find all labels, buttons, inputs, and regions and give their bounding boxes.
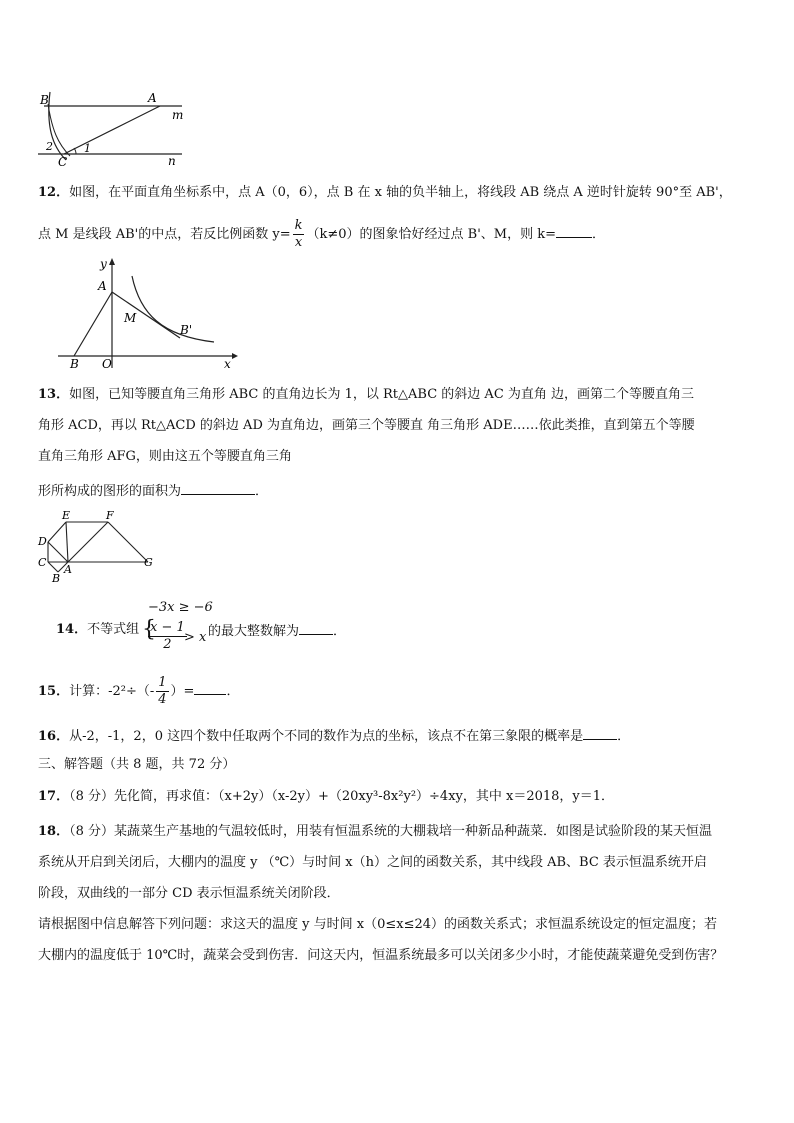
question-12-text1: 如图，在平面直角坐标系中，点 A（0，6），点 B 在 x 轴的负半轴上，将线段 AB 绕点 A 逆时针旋转 90°至 AB'， — [69, 185, 732, 200]
label-B-prime: B' — [180, 323, 193, 337]
question-15-end: ． — [226, 684, 240, 699]
question-13-line1 — [38, 385, 694, 405]
angle-1-arc — [74, 148, 76, 154]
segment-cb — [48, 562, 58, 572]
question-14-suffix-text: 的最大整数解为 — [208, 624, 300, 639]
fraction-x-minus-1-over-2 — [148, 620, 187, 653]
section-3-title: 三、解答题（共 8 题，共 72 分） — [38, 757, 236, 772]
label-y: y — [100, 258, 107, 271]
label-n: n — [168, 154, 176, 166]
label-C: C — [38, 556, 47, 569]
label-C: C — [58, 155, 68, 166]
question-18-line2 — [38, 853, 707, 873]
fraction-denominator: x — [294, 235, 303, 250]
question-14 — [56, 598, 376, 662]
label-B: B — [52, 572, 61, 584]
greater-than-x: > x — [184, 630, 207, 645]
question-14-prefix-text: 不等式组 — [87, 622, 140, 637]
question-13-number: 13． — [38, 387, 70, 402]
label-m: m — [172, 108, 184, 122]
fraction-numerator: x − 1 — [150, 620, 185, 635]
answer-blank[interactable] — [583, 725, 617, 740]
question-14-suffix — [208, 620, 346, 642]
question-18-text3: 阶段，双曲线的一部分 CD 表示恒温系统关闭阶段． — [38, 886, 340, 901]
question-12-line1 — [38, 183, 732, 203]
segment-ac — [64, 106, 160, 154]
answer-blank[interactable] — [181, 480, 255, 495]
fraction-k-over-x — [293, 218, 305, 251]
label-B: B — [70, 357, 79, 371]
question-16-text: 从-2，-1，2，0 这四个数中任取两个不同的数作为点的坐标，该点不在第三象限的概率是 — [69, 729, 584, 744]
label-D: D — [38, 535, 47, 548]
question-16-end: ． — [617, 729, 631, 744]
label-F: F — [106, 509, 114, 522]
question-18-line1 — [38, 822, 712, 842]
q12-coordinate-figure — [52, 258, 238, 372]
segment-af — [68, 522, 108, 562]
hyperbola — [132, 276, 214, 342]
question-17-text: （8 分）先化简，再求值：（x+2y）（x-2y）+（20xy³-8x²y²）÷4xy，其中 x＝2018，y＝1． — [69, 789, 615, 804]
x-axis-arrow — [232, 353, 238, 359]
question-14-inequality-1: −3x ≥ −6 — [148, 600, 213, 615]
fraction-denominator: 4 — [158, 692, 167, 707]
fraction-numerator: k — [294, 218, 303, 233]
segment-ab-prime — [112, 292, 180, 338]
question-12-text2b: （k≠0）的图象恰好经过点 B'、M，则 k= — [306, 227, 556, 242]
question-13-text3: 直角三角形 AFG，则由这五个等腰直角三角 — [38, 449, 292, 464]
fraction-1-over-4 — [156, 675, 168, 708]
question-15 — [38, 672, 239, 712]
question-18-text4: 请根据图中信息解答下列问题：求这天的温度 y 与时间 x（0≤x≤24）的函数关系式；求恒温系统设定的恒定温度；若 — [38, 917, 718, 932]
label-O: O — [102, 357, 112, 371]
question-16 — [38, 725, 630, 747]
question-13-line3 — [38, 447, 292, 467]
segment-fg — [108, 522, 148, 562]
question-18-number: 18． — [38, 824, 70, 839]
answer-blank[interactable] — [194, 680, 226, 695]
question-12-line2 — [38, 216, 605, 254]
label-A: A — [148, 91, 157, 105]
question-12-end: ． — [592, 227, 606, 242]
segment-de — [48, 522, 66, 542]
question-17-number: 17． — [38, 789, 70, 804]
question-14-end: ． — [333, 624, 347, 639]
label-A: A — [64, 563, 72, 576]
question-18-line4 — [38, 915, 717, 935]
question-14-prefix — [56, 620, 139, 640]
question-15-suffix: ）= — [170, 684, 195, 699]
question-18-text5: 大棚内的温度低于 10℃时，蔬菜会受到伤害．问这天内，恒温系统最多可以关闭多少小时，才能使蔬菜避免受到伤害？ — [38, 948, 724, 963]
answer-blank[interactable] — [556, 223, 592, 238]
question-12-number: 12． — [38, 185, 70, 200]
label-G: G — [144, 556, 153, 569]
question-13-end: ． — [255, 484, 269, 499]
answer-blank[interactable] — [299, 620, 333, 635]
segment-ad — [48, 542, 68, 562]
label-x: x — [224, 357, 231, 371]
fraction-denominator: 2 — [163, 637, 172, 652]
brace: { — [142, 617, 156, 642]
segment-ab — [74, 292, 112, 356]
question-13-text2: 角形 ACD，再以 Rt△ACD 的斜边 AD 为直角边，画第三个等腰直 角三角形 ADE……依此类推，直到第五个等腰 — [38, 418, 695, 433]
label-E: E — [62, 509, 71, 522]
question-13-line2 — [38, 416, 695, 436]
question-18-text1: （8 分）某蔬菜生产基地的气温较低时，用装有恒温系统的大棚栽培一种新品种蔬菜．如图是试验阶段的某天恒温 — [69, 824, 712, 839]
label-2: 2 — [46, 140, 53, 153]
y-axis-arrow — [109, 258, 115, 265]
label-M: M — [124, 311, 137, 325]
label-A: A — [98, 279, 107, 293]
question-18-text2: 系统从开启到关闭后，大棚内的温度 y （℃）与时间 x（h）之间的函数关系，其中线段 AB、BC 表示恒温系统开启 — [38, 855, 707, 870]
question-18-line5 — [38, 946, 723, 966]
fraction-numerator: 1 — [158, 675, 167, 690]
question-13-text1: 如图，已知等腰直角三角形 ABC 的直角边长为 1，以 Rt△ABC 的斜边 AC 为直角 边，画第二个等腰直角三 — [69, 387, 695, 402]
label-1: 1 — [84, 142, 91, 155]
parallel-lines-figure — [36, 86, 186, 166]
label-B: B — [40, 93, 49, 107]
q13-triangles-figure — [36, 508, 162, 584]
question-18-line3 — [38, 884, 340, 904]
question-16-number: 16． — [38, 729, 70, 744]
segment-ae — [66, 522, 68, 562]
question-12-text2a: 点 M 是线段 AB'的中点，若反比例函数 y= — [38, 227, 291, 242]
question-13-line4 — [38, 480, 268, 502]
question-15-prefix: 计算：-2²÷（- — [69, 684, 155, 699]
question-14-number: 14． — [56, 622, 88, 637]
question-17 — [38, 787, 614, 807]
question-15-number: 15． — [38, 684, 70, 699]
question-13-text4: 形所构成的图形的面积为 — [38, 484, 182, 499]
